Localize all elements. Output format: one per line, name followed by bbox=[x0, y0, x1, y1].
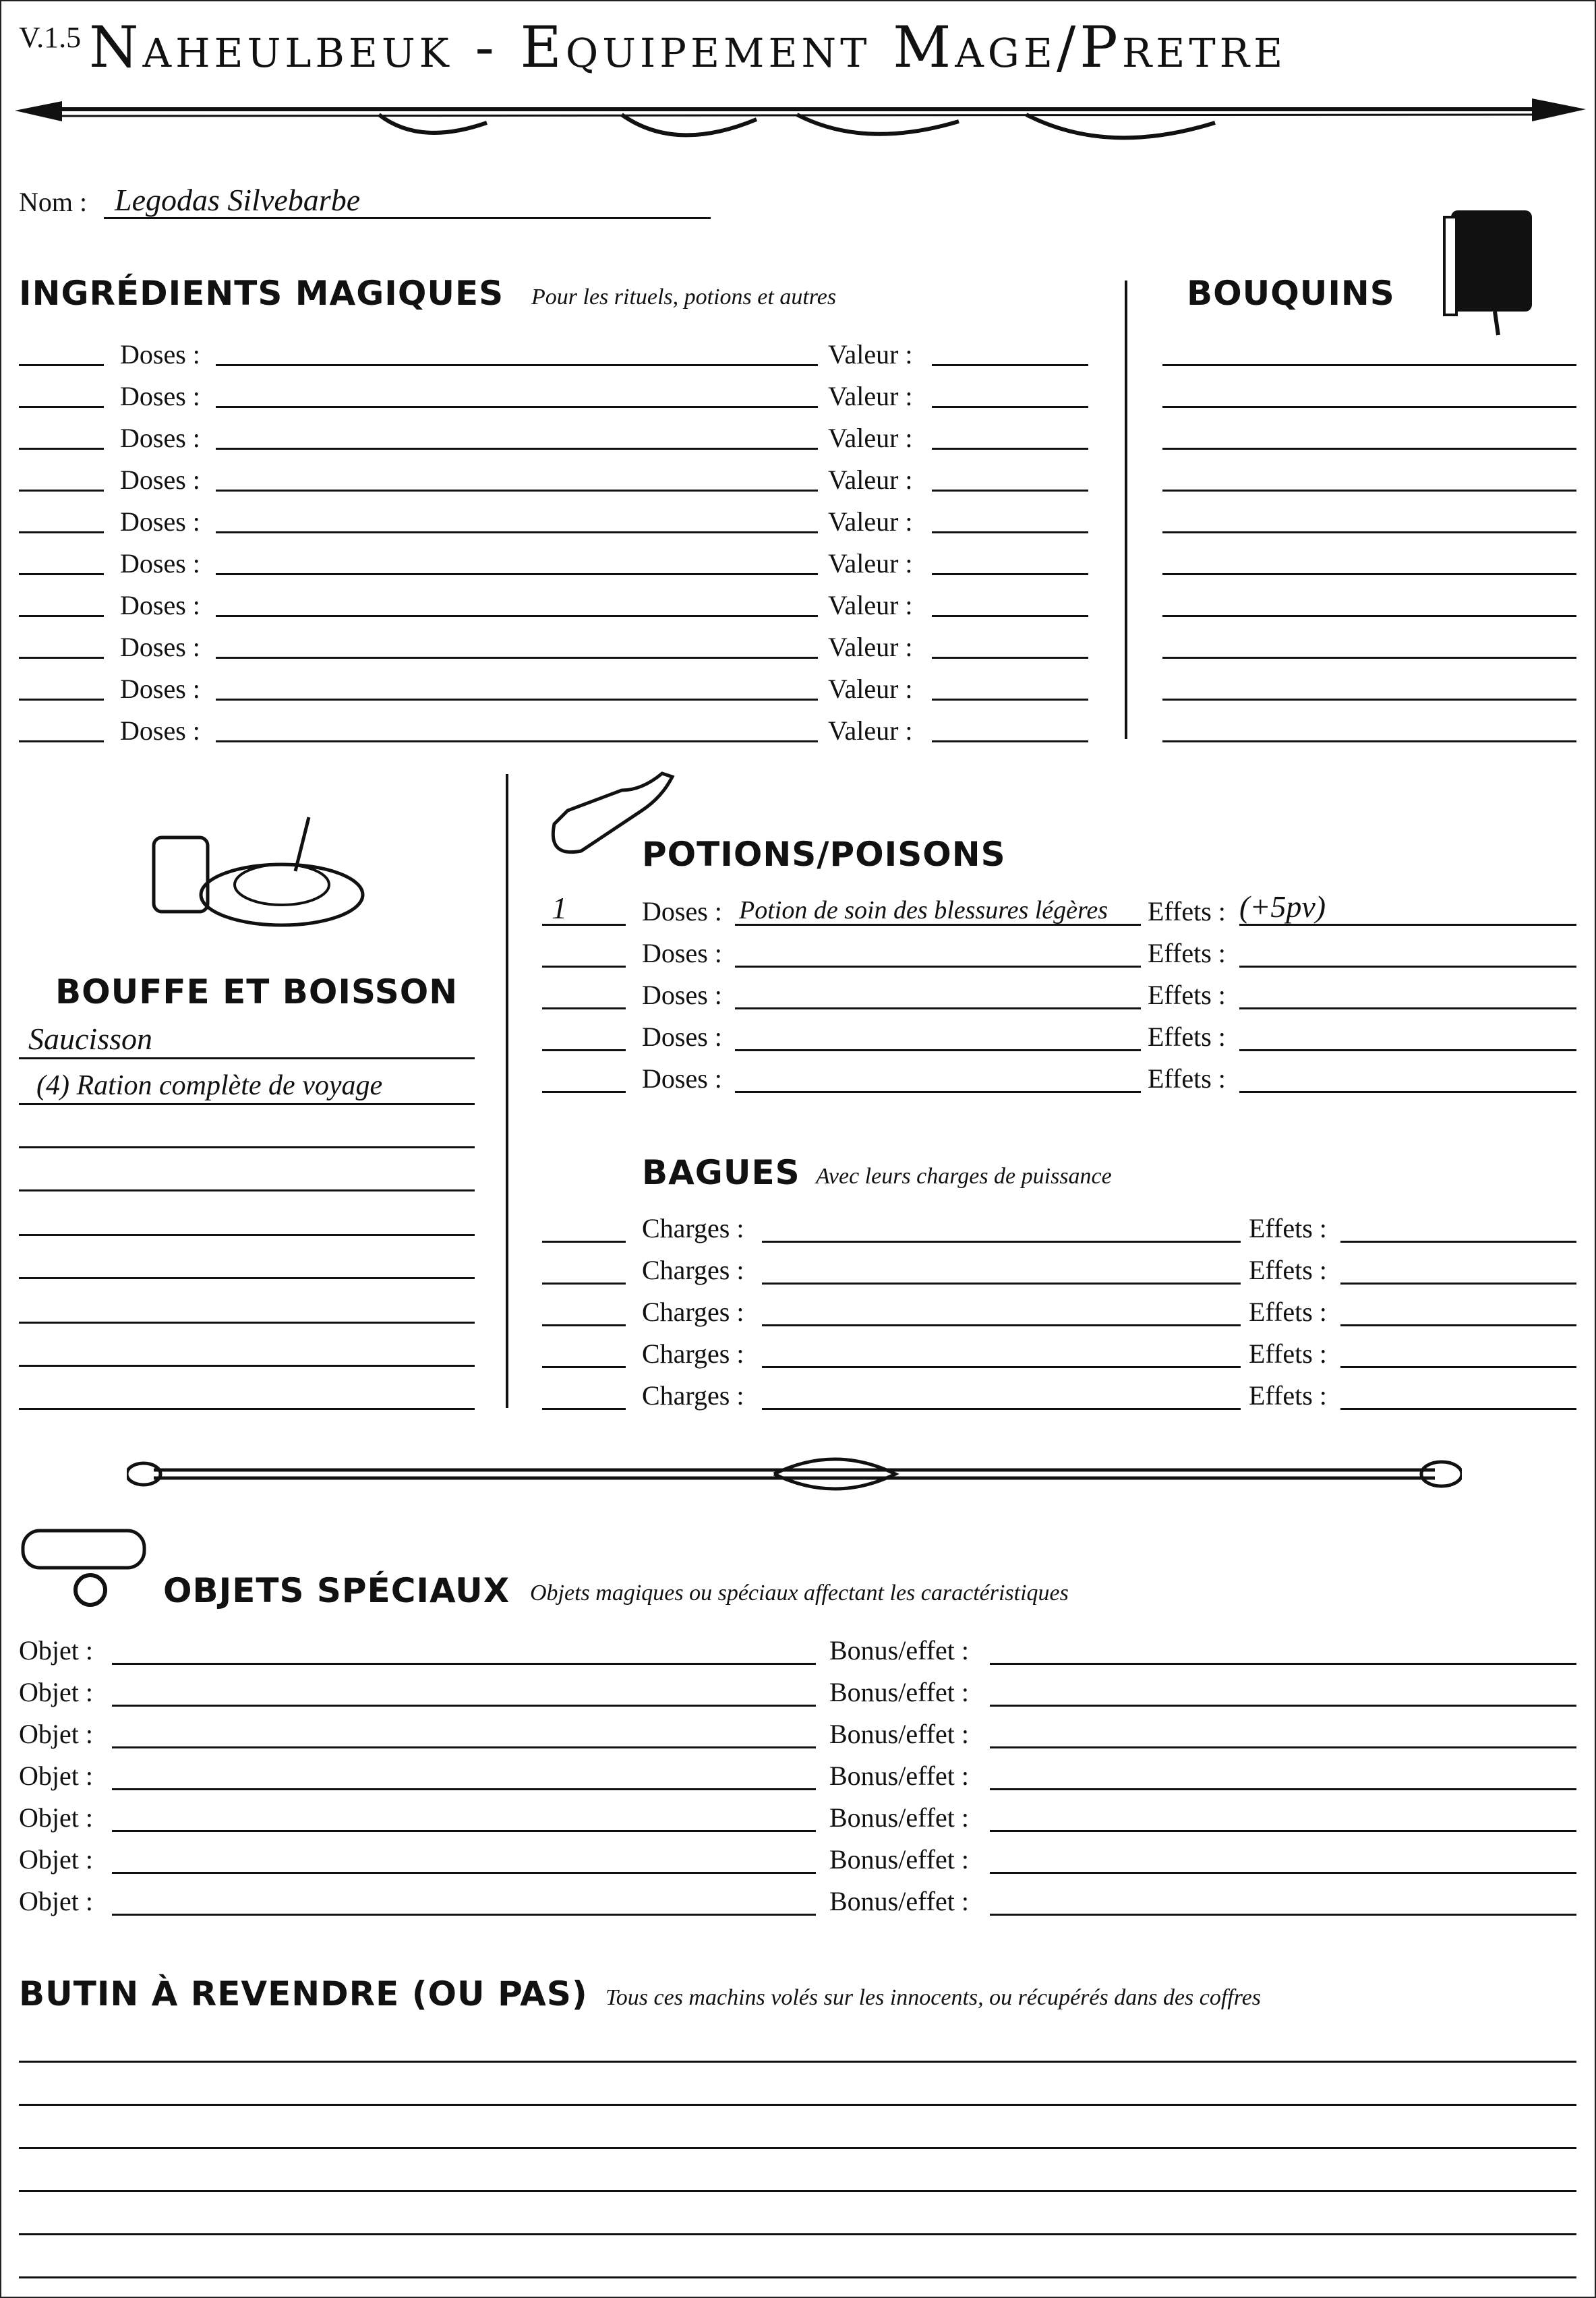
potion-qty-line[interactable] bbox=[542, 1007, 626, 1009]
bouffe-item-1[interactable]: Saucisson bbox=[28, 1022, 152, 1056]
ingredient-valeur-line[interactable] bbox=[932, 490, 1088, 492]
bouffe-line[interactable] bbox=[19, 1234, 475, 1236]
ingredient-qty-line[interactable] bbox=[19, 657, 104, 659]
bagues-subtitle: Avec leurs charges de puissance bbox=[816, 1164, 1112, 1189]
bague-charges-line[interactable] bbox=[762, 1408, 1241, 1410]
bouquin-line[interactable] bbox=[1162, 406, 1576, 408]
ingredient-qty-line[interactable] bbox=[19, 531, 104, 533]
ingredient-name-line[interactable] bbox=[216, 406, 818, 408]
ingredient-name-line[interactable] bbox=[216, 364, 818, 366]
bague-effect-line[interactable] bbox=[1340, 1366, 1576, 1368]
ingredient-doses-label: Doses : bbox=[120, 381, 200, 411]
bague-charges-line[interactable] bbox=[762, 1366, 1241, 1368]
bouquin-line[interactable] bbox=[1162, 699, 1576, 701]
bague-effets-label: Effets : bbox=[1249, 1255, 1327, 1285]
ingredient-valeur-line[interactable] bbox=[932, 406, 1088, 408]
objet-bonus-line[interactable] bbox=[990, 1872, 1576, 1874]
objet-bonus-label: Bonus/effet : bbox=[829, 1677, 970, 1707]
potion-qty-line[interactable] bbox=[542, 924, 626, 926]
bagues-title: BAGUES bbox=[642, 1153, 800, 1192]
spear-icon bbox=[15, 82, 1586, 156]
bague-effets-label: Effets : bbox=[1249, 1338, 1327, 1369]
objet-bonus-line[interactable] bbox=[990, 1914, 1576, 1916]
food-icon bbox=[140, 804, 376, 939]
objet-bonus-label: Bonus/effet : bbox=[829, 1802, 970, 1833]
bague-charges-label: Charges : bbox=[642, 1213, 744, 1243]
objet-bonus-line[interactable] bbox=[990, 1746, 1576, 1748]
potion-effets-label: Effets : bbox=[1148, 938, 1226, 968]
potion-qty-line[interactable] bbox=[542, 1049, 626, 1051]
name-label: Nom : bbox=[19, 187, 88, 217]
bague-effets-label: Effets : bbox=[1249, 1213, 1327, 1243]
bouquin-line[interactable] bbox=[1162, 615, 1576, 617]
ingredient-doses-label: Doses : bbox=[120, 423, 200, 453]
objet-label: Objet : bbox=[19, 1886, 93, 1916]
objet-bonus-label: Bonus/effet : bbox=[829, 1844, 970, 1875]
bouquin-line[interactable] bbox=[1162, 740, 1576, 742]
bouffe-line[interactable] bbox=[19, 1408, 475, 1410]
objet-bonus-label: Bonus/effet : bbox=[829, 1635, 970, 1666]
bague-charges-line[interactable] bbox=[762, 1324, 1241, 1326]
ingredient-valeur-line[interactable] bbox=[932, 657, 1088, 659]
column-divider-2 bbox=[506, 774, 508, 1408]
ingredient-name-line[interactable] bbox=[216, 699, 818, 701]
potion-qty-line[interactable] bbox=[542, 966, 626, 968]
ingredient-valeur-label: Valeur : bbox=[828, 506, 913, 537]
ingredient-doses-label: Doses : bbox=[120, 465, 200, 495]
ingredient-valeur-line[interactable] bbox=[932, 448, 1088, 450]
objet-label: Objet : bbox=[19, 1719, 93, 1749]
ingredient-doses-label: Doses : bbox=[120, 506, 200, 537]
bouffe-line[interactable] bbox=[19, 1277, 475, 1279]
bague-effect-line[interactable] bbox=[1340, 1408, 1576, 1410]
objet-line[interactable] bbox=[112, 1705, 816, 1707]
ingredient-valeur-label: Valeur : bbox=[828, 548, 913, 579]
bouquin-line[interactable] bbox=[1162, 490, 1576, 492]
objet-bonus-line[interactable] bbox=[990, 1830, 1576, 1832]
ingredient-name-line[interactable] bbox=[216, 448, 818, 450]
bague-charges-label: Charges : bbox=[642, 1297, 744, 1327]
potion-effect-line[interactable] bbox=[1239, 924, 1576, 926]
potion-effets-label: Effets : bbox=[1148, 1063, 1226, 1094]
objet-line[interactable] bbox=[112, 1872, 816, 1874]
bouffe-line[interactable] bbox=[19, 1146, 475, 1148]
ingredient-qty-line[interactable] bbox=[19, 448, 104, 450]
potion-effets-label: Effets : bbox=[1148, 1022, 1226, 1052]
objet-bonus-label: Bonus/effet : bbox=[829, 1761, 970, 1791]
ingredient-valeur-line[interactable] bbox=[932, 699, 1088, 701]
objets-subtitle: Objets magiques ou spéciaux affectant les caractéristiques bbox=[530, 1581, 1069, 1605]
ingredient-doses-label: Doses : bbox=[120, 632, 200, 662]
bouffe-line[interactable] bbox=[19, 1189, 475, 1191]
ingredient-valeur-line[interactable] bbox=[932, 573, 1088, 575]
potion-name-line[interactable] bbox=[735, 924, 1141, 926]
objet-label: Objet : bbox=[19, 1635, 93, 1666]
name-value[interactable]: Legodas Silvebarbe bbox=[115, 183, 361, 217]
objet-line[interactable] bbox=[112, 1914, 816, 1916]
potion-name-line[interactable] bbox=[735, 1091, 1141, 1093]
bague-charges-line[interactable] bbox=[762, 1241, 1241, 1243]
objet-line[interactable] bbox=[112, 1746, 816, 1748]
page-title: Naheulbeuk - Equipement Mage/Pretre bbox=[89, 14, 1287, 80]
bague-qty-line[interactable] bbox=[542, 1324, 626, 1326]
bague-effets-label: Effets : bbox=[1249, 1297, 1327, 1327]
ingredient-name-line[interactable] bbox=[216, 573, 818, 575]
ingredient-doses-label: Doses : bbox=[120, 548, 200, 579]
ingredient-valeur-label: Valeur : bbox=[828, 381, 913, 411]
potion-1-effect[interactable]: (+5pv) bbox=[1239, 889, 1326, 924]
ingredient-valeur-label: Valeur : bbox=[828, 423, 913, 453]
potion-doses-label: Doses : bbox=[642, 980, 722, 1010]
ingredient-valeur-line[interactable] bbox=[932, 364, 1088, 366]
book-icon bbox=[1438, 197, 1552, 338]
ingredients-subtitle: Pour les rituels, potions et autres bbox=[531, 285, 837, 310]
butin-line[interactable] bbox=[19, 2104, 1576, 2106]
bague-effets-label: Effets : bbox=[1249, 1380, 1327, 1411]
ingredient-doses-label: Doses : bbox=[120, 715, 200, 746]
butin-line[interactable] bbox=[19, 2061, 1576, 2063]
bouquin-line[interactable] bbox=[1162, 364, 1576, 366]
butin-line[interactable] bbox=[19, 2276, 1576, 2278]
ingredient-name-line[interactable] bbox=[216, 490, 818, 492]
ingredient-valeur-label: Valeur : bbox=[828, 339, 913, 370]
bague-qty-line[interactable] bbox=[542, 1366, 626, 1368]
potion-effets-label: Effets : bbox=[1148, 896, 1226, 926]
bouffe-line[interactable] bbox=[19, 1365, 475, 1367]
butin-line[interactable] bbox=[19, 2190, 1576, 2192]
ingredients-title: INGRÉDIENTS MAGIQUES bbox=[19, 274, 504, 313]
potions-title: POTIONS/POISONS bbox=[642, 835, 1006, 874]
objet-line[interactable] bbox=[112, 1663, 816, 1665]
potion-effect-line[interactable] bbox=[1239, 1007, 1576, 1009]
ingredient-valeur-line[interactable] bbox=[932, 740, 1088, 742]
bague-effect-line[interactable] bbox=[1340, 1324, 1576, 1326]
butin-subtitle: Tous ces machins volés sur les innocents, ou récupérés dans des coffres bbox=[605, 1985, 1262, 2010]
ingredient-doses-label: Doses : bbox=[120, 674, 200, 704]
ingredient-qty-line[interactable] bbox=[19, 699, 104, 701]
ingredient-qty-line[interactable] bbox=[19, 740, 104, 742]
bouffe-title: BOUFFE ET BOISSON bbox=[55, 972, 459, 1011]
potion-doses-label: Doses : bbox=[642, 896, 722, 926]
ingredient-qty-line[interactable] bbox=[19, 573, 104, 575]
ingredient-valeur-label: Valeur : bbox=[828, 590, 913, 620]
objet-line[interactable] bbox=[112, 1830, 816, 1832]
bague-charges-label: Charges : bbox=[642, 1338, 744, 1369]
ingredient-qty-line[interactable] bbox=[19, 615, 104, 617]
potion-name-line[interactable] bbox=[735, 1049, 1141, 1051]
potion-doses-label: Doses : bbox=[642, 938, 722, 968]
bouquins-title: BOUQUINS bbox=[1187, 274, 1395, 313]
objet-label: Objet : bbox=[19, 1761, 93, 1791]
bague-charges-label: Charges : bbox=[642, 1380, 744, 1411]
objet-bonus-line[interactable] bbox=[990, 1705, 1576, 1707]
bouffe-line[interactable] bbox=[19, 1103, 475, 1105]
potion-effect-line[interactable] bbox=[1239, 1091, 1576, 1093]
butin-line[interactable] bbox=[19, 2147, 1576, 2149]
potion-1-name[interactable]: Potion de soin des blessures légères bbox=[739, 896, 1109, 924]
bouquin-line[interactable] bbox=[1162, 657, 1576, 659]
bague-qty-line[interactable] bbox=[542, 1283, 626, 1285]
objet-label: Objet : bbox=[19, 1844, 93, 1875]
ingredient-valeur-label: Valeur : bbox=[828, 715, 913, 746]
ingredient-valeur-line[interactable] bbox=[932, 531, 1088, 533]
bouffe-line[interactable] bbox=[19, 1057, 475, 1059]
potion-doses-label: Doses : bbox=[642, 1063, 722, 1094]
ingredient-valeur-label: Valeur : bbox=[828, 465, 913, 495]
objet-bonus-line[interactable] bbox=[990, 1663, 1576, 1665]
bague-qty-line[interactable] bbox=[542, 1408, 626, 1410]
staff-icon bbox=[127, 1451, 1462, 1498]
version-label: V.1.5 bbox=[19, 21, 82, 54]
name-line bbox=[104, 217, 711, 219]
potion-name-line[interactable] bbox=[735, 966, 1141, 968]
bague-charges-line[interactable] bbox=[762, 1283, 1241, 1285]
butin-title: BUTIN À REVENDRE (OU PAS) bbox=[19, 1974, 588, 2013]
ingredient-name-line[interactable] bbox=[216, 657, 818, 659]
ingredient-valeur-line[interactable] bbox=[932, 615, 1088, 617]
ingredient-name-line[interactable] bbox=[216, 740, 818, 742]
potion-1-qty[interactable]: 1 bbox=[552, 891, 567, 925]
bouffe-item-2[interactable]: (4) Ration complète de voyage bbox=[36, 1070, 383, 1101]
potion-doses-label: Doses : bbox=[642, 1022, 722, 1052]
objets-title: OBJETS SPÉCIAUX bbox=[163, 1571, 510, 1610]
bague-effect-line[interactable] bbox=[1340, 1241, 1576, 1243]
bague-qty-line[interactable] bbox=[542, 1241, 626, 1243]
ingredient-valeur-label: Valeur : bbox=[828, 632, 913, 662]
ingredient-name-line[interactable] bbox=[216, 615, 818, 617]
objet-bonus-label: Bonus/effet : bbox=[829, 1886, 970, 1916]
bague-charges-label: Charges : bbox=[642, 1255, 744, 1285]
objet-bonus-line[interactable] bbox=[990, 1788, 1576, 1790]
potion-name-line[interactable] bbox=[735, 1007, 1141, 1009]
ingredient-valeur-label: Valeur : bbox=[828, 674, 913, 704]
objet-bonus-label: Bonus/effet : bbox=[829, 1719, 970, 1749]
objet-line[interactable] bbox=[112, 1788, 816, 1790]
bouquin-line[interactable] bbox=[1162, 531, 1576, 533]
objet-label: Objet : bbox=[19, 1802, 93, 1833]
column-divider bbox=[1125, 281, 1127, 739]
ingredient-name-line[interactable] bbox=[216, 531, 818, 533]
potion-effets-label: Effets : bbox=[1148, 980, 1226, 1010]
bouquin-line[interactable] bbox=[1162, 448, 1576, 450]
bouquin-line[interactable] bbox=[1162, 573, 1576, 575]
potion-effect-line[interactable] bbox=[1239, 1049, 1576, 1051]
potion-qty-line[interactable] bbox=[542, 1091, 626, 1093]
ingredient-qty-line[interactable] bbox=[19, 364, 104, 366]
objet-label: Objet : bbox=[19, 1677, 93, 1707]
ingredient-doses-label: Doses : bbox=[120, 339, 200, 370]
ingredient-doses-label: Doses : bbox=[120, 590, 200, 620]
bague-effect-line[interactable] bbox=[1340, 1283, 1576, 1285]
bouffe-line[interactable] bbox=[19, 1322, 475, 1324]
potion-effect-line[interactable] bbox=[1239, 966, 1576, 968]
ingredient-qty-line[interactable] bbox=[19, 490, 104, 492]
ingredient-qty-line[interactable] bbox=[19, 406, 104, 408]
butin-line[interactable] bbox=[19, 2233, 1576, 2235]
scroll-ring-icon bbox=[16, 1510, 158, 1612]
